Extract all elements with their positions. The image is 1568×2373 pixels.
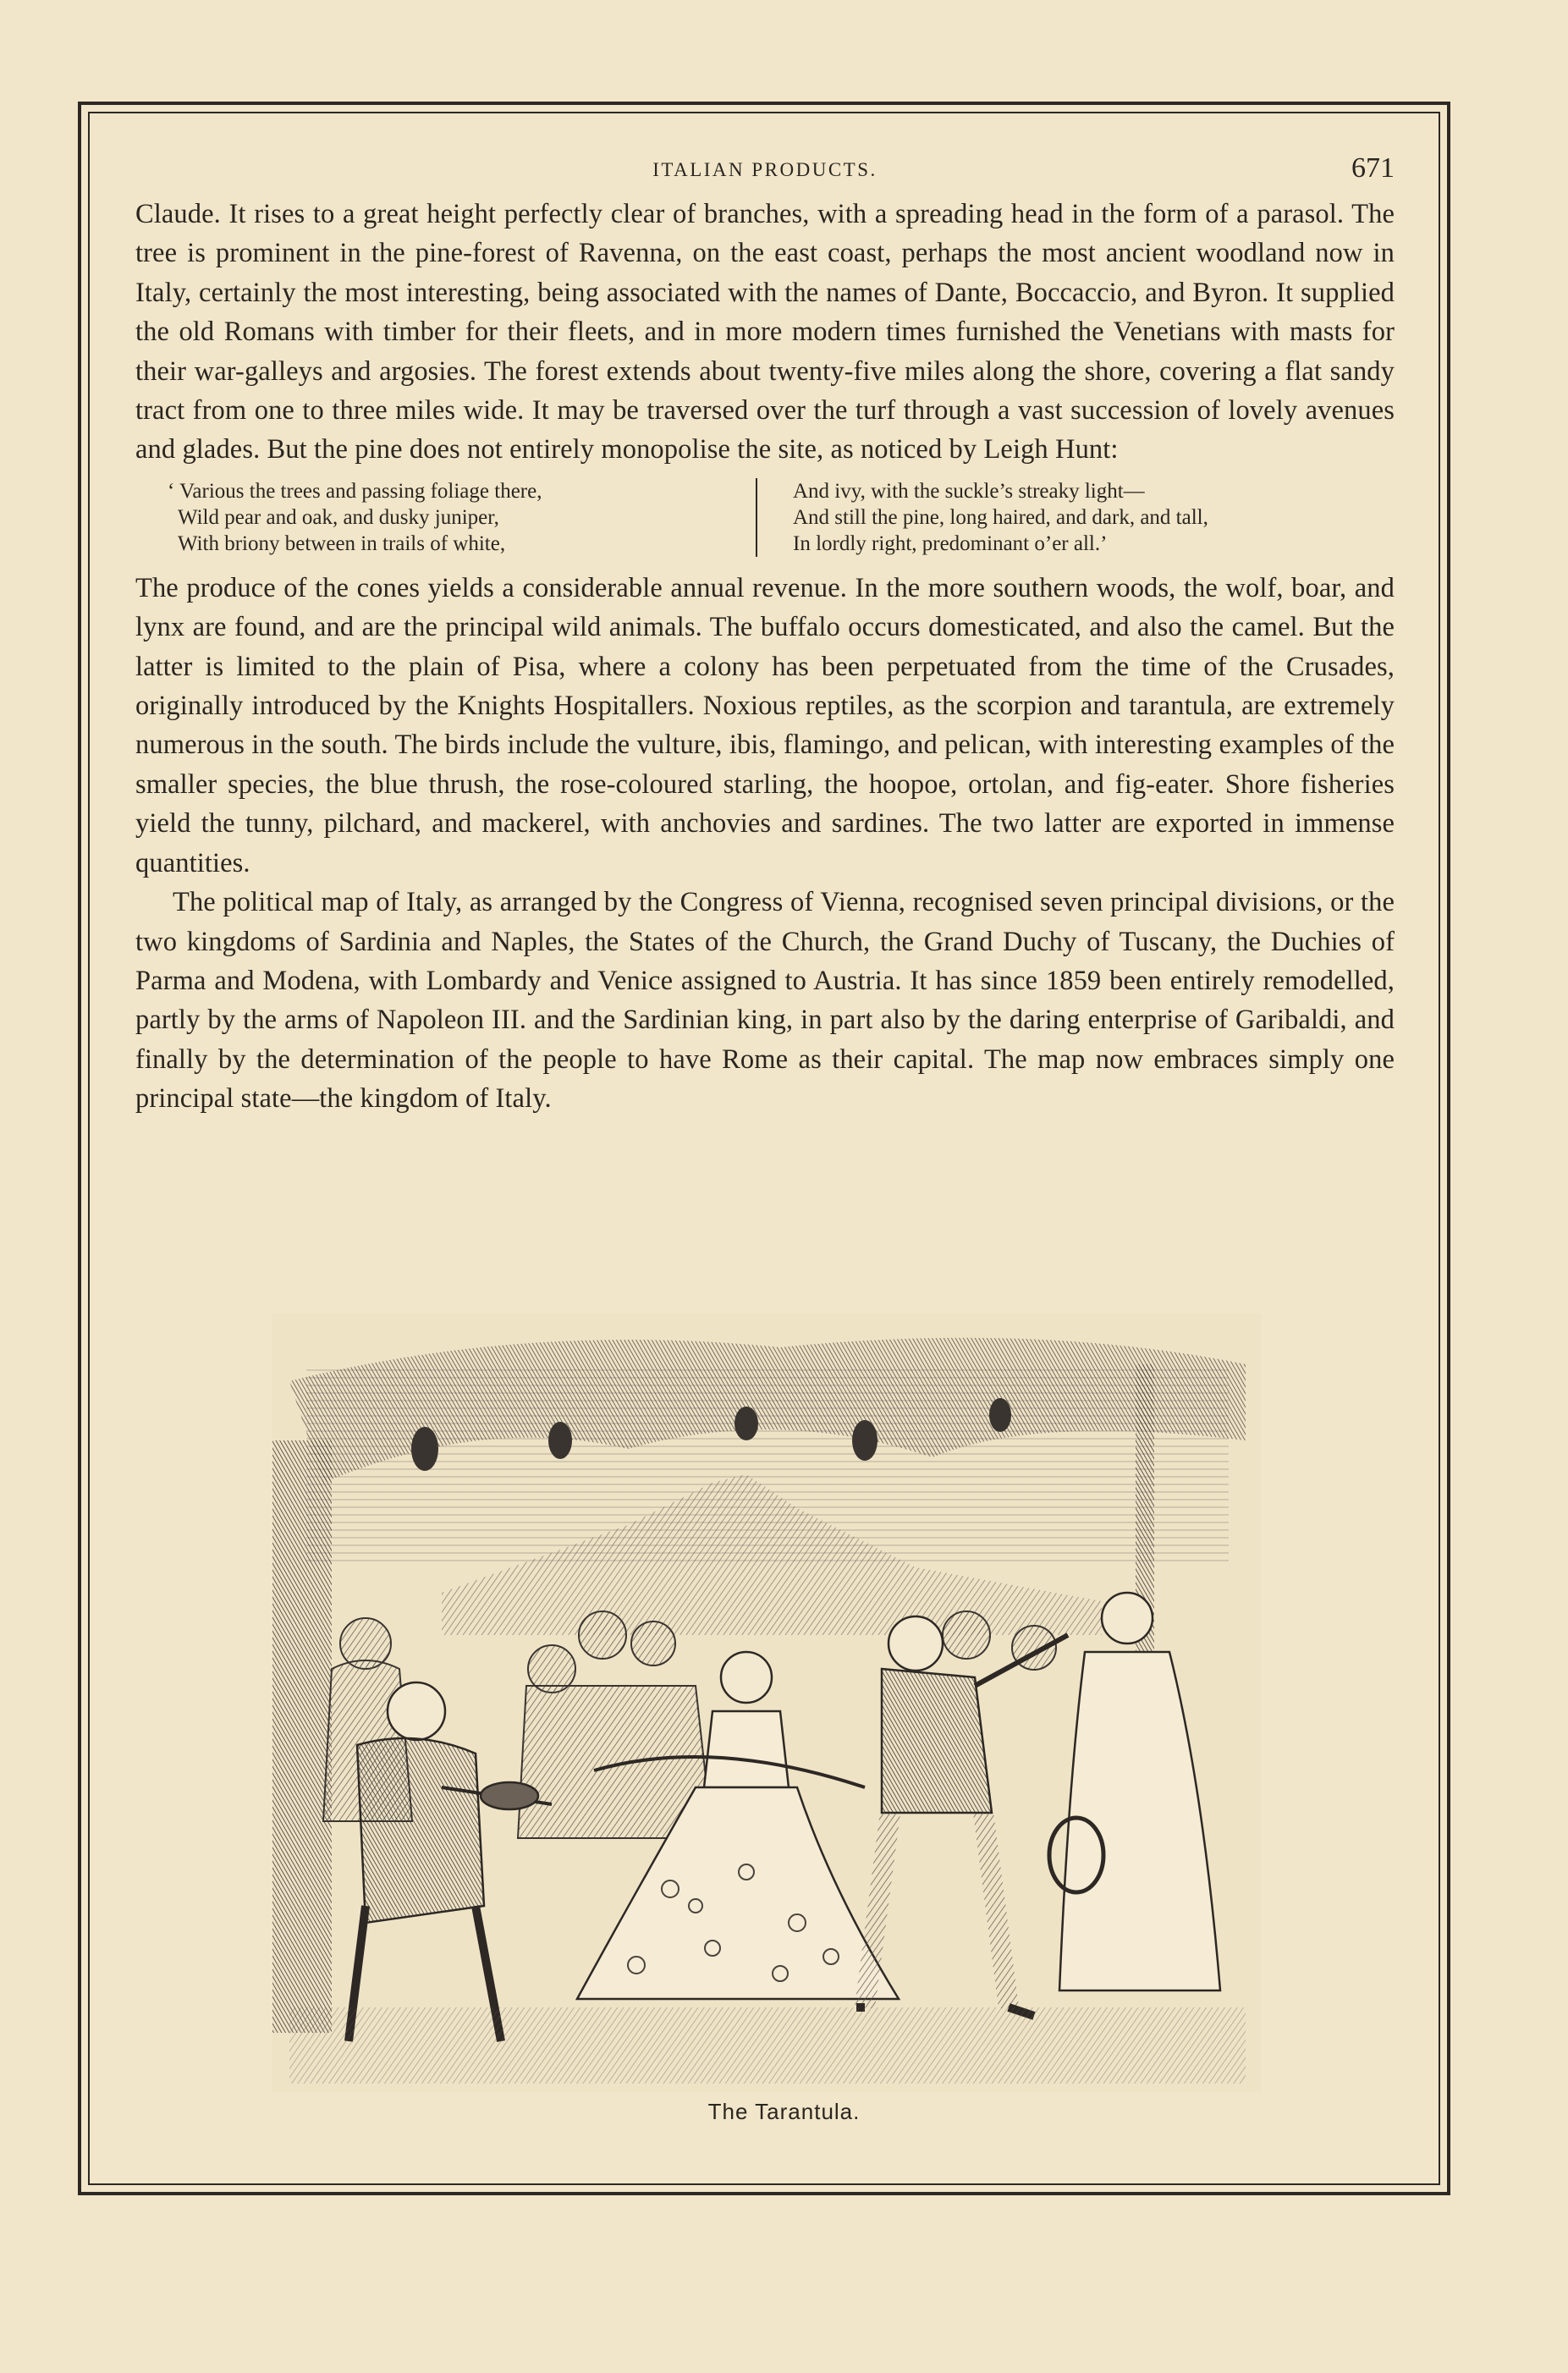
verse-line: And ivy, with the suckle’s streaky light—	[793, 479, 1145, 503]
verse-line: In lordly right, predominant o’er all.’	[793, 531, 1108, 555]
verse-line: ‘ Various the trees and passing foliage there,	[168, 479, 542, 503]
ground	[289, 2007, 1246, 2084]
verse-left-column	[135, 478, 757, 557]
paragraph-political-map: The political map of Italy, as arranged by the Congress of Vienna, recognised seven principal divisions, or the two kingdoms of Sardinia and Naples, the States of the Church, the Grand Duchy of Tuscany, the Duchies of Parma and Modena, with Lombardy and Venice assigned to Austria. It has since 1859 been entirely remodelled, partly by the arms of Napoleon III. and the Sardinian king, in part also by the daring enterprise of Garibaldi, and finally by the determination of the people to have Rome as their capital. The map now embraces simply one principal state—the kingdom of Italy.	[135, 887, 1395, 1115]
page-number: 671	[1351, 152, 1395, 184]
verse-right-column	[757, 478, 1208, 557]
engraving-illustration	[272, 1313, 1261, 2116]
verse-line: With briony between in trails of white,	[178, 531, 506, 555]
verse-line: Wild pear and oak, and dusky juniper,	[178, 505, 499, 529]
left-wall-shadow	[272, 1440, 332, 2033]
running-head	[135, 142, 1395, 195]
page-content	[135, 142, 1395, 1119]
paragraph-animals: The produce of the cones yields a considerable annual revenue. In the more southern woods, the wolf, boar, and lynx are found, and are the principal wild animals. The buffalo occurs domesticated, and also the camel. But the latter is limited to the plain of Pisa, where a colony has been perpetuated from the time of the Crusades, originally introduced by the Knights Hospitallers. Noxious reptiles, as the scorpion and tarantula, are extremely numerous in the south. The birds include the vulture, ibis, flamingo, and pelican, with interesting examples of the smaller species, the blue thrush, the rose-coloured starling, the hoopoe, ortolan, and fig-eater. Shore fisheries yield the tunny, pilchard, and mackerel, with anchovies and sardines. The two latter are exported in immense quantities.	[135, 572, 1395, 878]
illustration-caption: The Tarantula.	[707, 2099, 861, 2124]
running-title: ITALIAN PRODUCTS.	[652, 159, 878, 180]
verse-line: And still the pine, long haired, and dark, and tall,	[793, 505, 1208, 529]
paragraph-pine-forest: Claude. It rises to a great height perfectly clear of branches, with a spreading head in the form of a parasol. The tree is prominent in the pine-forest of Ravenna, on the east coast, perhaps the most ancient woodland now in Italy, certainly the most interesting, being associated with the names of Dante, Boccaccio, and Byron. It supplied the old Romans with timber for their fleets, and in more modern times furnished the Venetians with masts for their war-galleys and argosies. The forest extends about twenty-five miles along the shore, covering a flat sandy tract from one to three miles wide. It may be traversed over the turf through a vast succession of lovely avenues and glades. But the pine does not entirely monopolise the site, as noticed by Leigh Hunt:	[135, 199, 1395, 465]
engraving-tarantella-dance	[272, 1313, 1261, 2092]
verse-quotation	[135, 478, 1395, 557]
